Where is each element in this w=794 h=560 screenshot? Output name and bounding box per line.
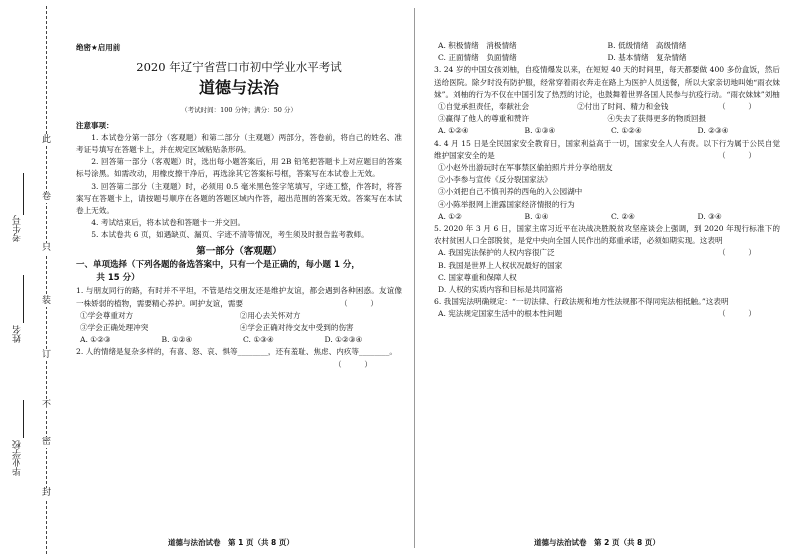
- choice-row: [76, 334, 402, 346]
- candidate-number-label: 考生号: [12, 215, 23, 242]
- choice: B. ①④: [524, 211, 549, 221]
- choice: B. 我国是世界上人权状况最好的国家: [438, 260, 563, 270]
- question-text: 5. 2020 年 3 月 6 日，国家主席习近平在决战决胜脱贫攻坚座谈会上强调，到 2020 年现行标准下的农村贫困人口全部脱贫，是党中央向全国人民作出的郑重承诺，必须如期实现。这表明: [434, 224, 780, 246]
- choice: D. ②③④: [697, 126, 729, 136]
- school-line: [23, 400, 24, 438]
- choice: C. 国家尊重和保障人权: [438, 272, 517, 282]
- seal-char: 只: [41, 243, 51, 253]
- statement: ④学会正确对待交友中受到的伤害: [239, 323, 354, 333]
- choice-row: [434, 125, 780, 137]
- choice: A. 积极情绪 消极情绪: [438, 41, 517, 50]
- exam-meta: （考试时间：100 分钟；满分：50 分）: [181, 106, 297, 115]
- left-page: [76, 6, 402, 371]
- question-1: [76, 285, 402, 309]
- choice-row: [434, 52, 780, 64]
- statement: ②付出了时间、精力和金钱: [577, 102, 669, 112]
- statement: ③学会正确处理冲突: [80, 323, 149, 333]
- statement: ②小李参与宣传《反分裂国家法》: [438, 175, 552, 185]
- statement: ②用心去关怀对方: [239, 310, 301, 320]
- choice: D. ①②③④: [324, 335, 363, 345]
- statement: ③小刘把自己不慎刊养的西龟的入公园湖中: [438, 187, 583, 197]
- statement: ①自觉承担责任，奉献社会: [438, 102, 530, 112]
- choice: C. 正面情绪 负面情绪: [438, 53, 517, 63]
- choice: A. 我国宪法保护的人权内容很广泛: [438, 248, 555, 258]
- choice: D. 人权的实质内容和目标是共同富裕: [438, 285, 563, 295]
- page-footer: 道德与法治试卷 第 1 页（共 8 页）: [168, 538, 294, 547]
- question-4: [434, 138, 780, 162]
- choice: A. 宪法规定国家生活中的根本性问题: [438, 309, 563, 319]
- subject-title: 道德与法治: [198, 78, 279, 98]
- answer-paren: （ ）: [334, 359, 372, 369]
- section-instruction: [76, 259, 402, 286]
- statement: ③赢得了他人的尊重和赞许: [438, 114, 530, 124]
- choice: A. ①②④: [438, 126, 469, 136]
- statement: ④失去了获得更多的物质回报: [607, 114, 707, 124]
- binding-margin: [0, 0, 64, 560]
- statement: ①小赵外出游玩时在军事禁区偷拍照片并分享给朋友: [438, 163, 613, 173]
- school-label: 毕业学校: [12, 440, 23, 476]
- statement-row: [76, 322, 402, 334]
- seal-char: 此: [41, 135, 51, 145]
- right-page: [434, 6, 780, 321]
- seal-char: 密: [41, 437, 51, 447]
- statement: ④小陈举报网上泄露国家经济情报的行为: [438, 199, 575, 209]
- statement-row: [434, 113, 780, 125]
- note-item: 1. 本试卷分第一部分（客观题）和第二部分（主观题）两部分，答卷前，将自己的姓名、准考证号填写在答题卡上，并在规定区域粘贴条形码。: [76, 132, 402, 155]
- choice: A. ①②: [438, 211, 462, 221]
- choice-row: [434, 211, 780, 223]
- school-field: [6, 440, 28, 476]
- choice: C. ①②④: [611, 126, 642, 136]
- name-label: 姓名: [12, 325, 23, 343]
- question-text: 4. 4 月 15 日是全民国家安全教育日，国家利益高于一切，国家安全人人有责。以下行为属于公民自觉维护国家安全的是: [434, 138, 780, 160]
- instruction-line: 共 15 分）: [96, 273, 140, 284]
- name-field: [6, 325, 28, 343]
- name-line: [23, 275, 24, 323]
- note-item: 5. 本试卷共 6 页，如遇缺页、漏页、字迹不清等情况，考生须及时报告监考教师。: [91, 230, 369, 240]
- note-item: 2. 回答第一部分（客观题）时，选出每小题答案后，用 2B 铅笔把答题卡上对应题目的答案标号涂黑。如需改动，用橡皮擦干净后，再选涂其它答案标号框，答案写在本试卷上无效。: [76, 157, 402, 179]
- question-text: 1. 与朋友同行的路，有时并不平坦，不管是结交朋友还是维护友谊，都会遇到各种困惑。友谊像一株娇弱的植物，需要精心养护。呵护友谊，需要: [76, 286, 402, 308]
- answer-paren: （ ）: [718, 150, 756, 160]
- seal-char: 不: [41, 400, 51, 410]
- question-text: 3. 24 岁的中国女孩刘柚，自疫情爆发以来，在短短 40 天的时间里，每天都要做 400 多份盒饭，然后送给医院。除夕时没有防护服，经常穿着雨衣奔走在路上为医护人员送餐，所以大家亲切地叫她“雨衣妹妹”。刘柚的行为不仅在中国引发了热烈的讨论，也鼓舞着世界各国人民参与抗疫行动。“雨衣妹妹”刘柚: [434, 65, 780, 99]
- seal-char: 订: [41, 350, 51, 360]
- seal-char: 封: [41, 488, 51, 498]
- question-text: 2. 人的情绪是复杂多样的，有喜、怒、哀、惧等________，还有羞耻、焦虑、内疚等________。: [76, 347, 397, 357]
- choice: D. 基本情绪 复杂情绪: [607, 53, 687, 63]
- secret-mark: 绝密★启用前: [76, 43, 121, 52]
- answer-paren: （ ）: [718, 309, 756, 319]
- choice: A. ①②③: [80, 335, 111, 345]
- candidate-number-line: [23, 173, 24, 215]
- statement: ①学会尊重对方: [80, 310, 134, 320]
- note-item: 3. 回答第二部分（主观题）时，必须用 0.5 毫米黑色签字笔填写，字迹工整，作答时，将答案写在答题卡上，请按题号顺序在各题的答题区域内作答，超出范围的答案无效。答案写在本试卷上无效。: [76, 181, 402, 216]
- choice: B. ①③④: [524, 126, 556, 136]
- answer-paren: （ ）: [718, 102, 756, 112]
- note-item: 4. 考试结束后，将本试卷和答题卡一并交回。: [91, 218, 246, 228]
- statement-row: [434, 101, 718, 113]
- choice: C. ①③④: [243, 335, 274, 345]
- instruction-line: 一、单项选择（下列各题的备选答案中，只有一个是正确的，每小题 1 分，: [76, 259, 360, 270]
- choice-row: [434, 40, 780, 52]
- question-text: 6. 我国宪法明确规定：“一切法律、行政法规和地方性法规都不得同宪法相抵触。”这表明: [434, 297, 729, 307]
- exam-title: 2020 年辽宁省营口市初中学业水平考试: [136, 60, 342, 75]
- question-2: [76, 346, 402, 358]
- answer-paren: （ ）: [718, 248, 756, 258]
- seal-char: 装: [41, 296, 51, 306]
- choice: C. ②④: [611, 211, 635, 221]
- choice: B. 低级情绪 高级情绪: [607, 41, 687, 50]
- seal-char: 卷: [41, 192, 51, 202]
- choice: D. ③④: [697, 211, 722, 221]
- choice: B. ①②④: [161, 335, 193, 345]
- candidate-number-field: [6, 215, 28, 242]
- answer-paren: （ ）: [340, 298, 378, 308]
- page-footer: 道德与法治试卷 第 2 页（共 8 页）: [534, 538, 660, 547]
- page-divider: [414, 8, 415, 548]
- part-one-heading: 第一部分（客观题）: [196, 245, 282, 257]
- statement-row: [76, 310, 402, 322]
- notes-heading: 注意事项：: [76, 120, 114, 130]
- seal-line: [46, 6, 47, 554]
